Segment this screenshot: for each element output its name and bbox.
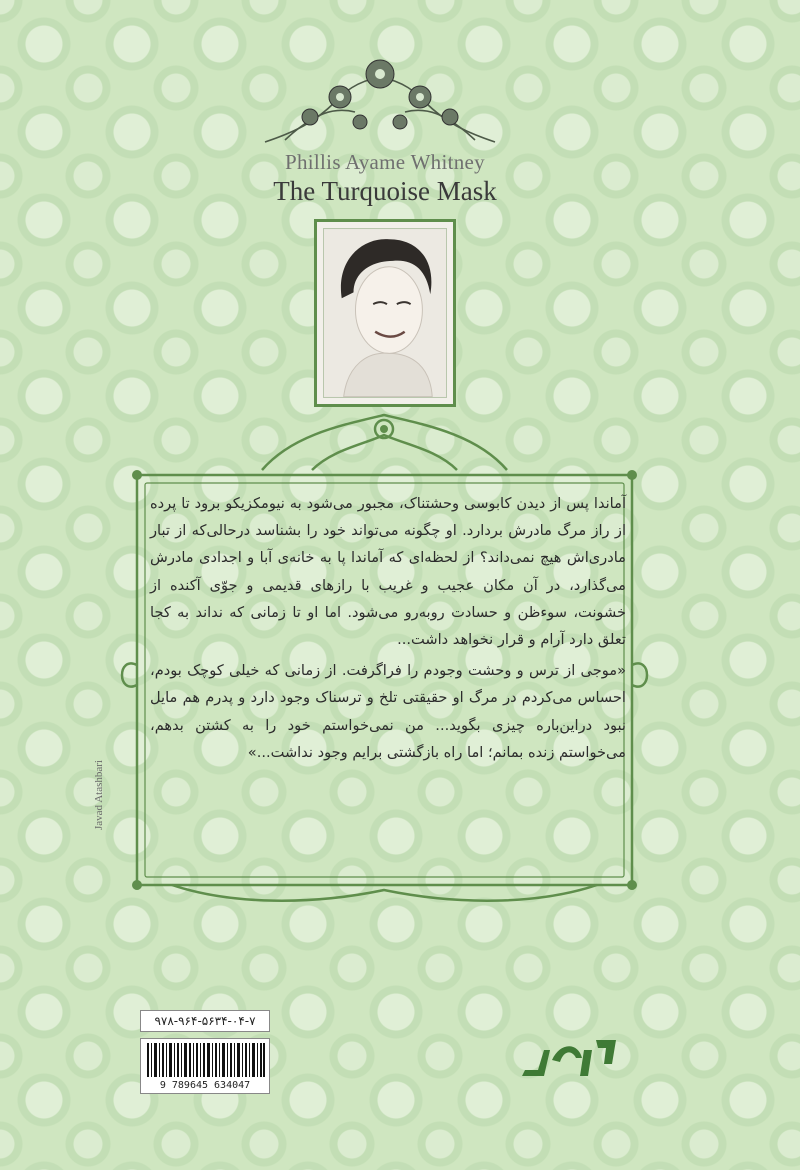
barcode — [140, 1038, 270, 1094]
publisher-logo — [520, 1020, 620, 1080]
author-photo — [323, 228, 447, 398]
blurb-text — [150, 490, 626, 870]
illustrator-credit: Javad Atashbari — [93, 760, 105, 830]
author-photo-frame — [314, 219, 456, 407]
author-name: Phillis Ayame Whitney — [285, 150, 485, 174]
blurb-quote: «موجی از ترس و وحشت وجودم را فراگرفت. از زمانی که خیلی کوچک بودم، احساس می‌کردم در مرگ او حقیقتی تلخ و ترسناک وجود دارد و پدرم هم مایل نبود دراین‌باره چیزی بگوید... من نمی‌خواستم خود را به کشتن بدهم، می‌خواستم زنده بمانم؛ اما راه بازگشتی برایم وجود نداشت...» — [150, 662, 626, 761]
portrait-image — [324, 229, 446, 397]
book-title: The Turquoise Mask — [273, 176, 497, 206]
barcode-number: 9 789645 634047 — [159, 1080, 251, 1091]
barcode-area — [140, 1010, 270, 1090]
isbn-label: ۹۷۸-۹۶۴-۵۶۳۴-۰۴-۷ — [140, 1010, 270, 1032]
floral-ornament — [255, 52, 505, 152]
barcode-bars — [147, 1043, 265, 1077]
blurb-paragraph: آماندا پس از دیدن کابوسی وحشتناک، مجبور می‌شود به نیومکزیکو برود تا پرده از راز مرگ مادرش بردارد. او چگونه می‌تواند خود را بشناسد درحالی‌که از تبار مادری‌اش هیچ نمی‌داند؟ از لحظه‌ای که آماندا پا به خانه‌ی آبا و اجدادی مادرش می‌گذارد، در آن مکان عجیب و غریب با رازهای قدیمی و جوّی آکنده از خشونت، سوءظن و حسادت روبه‌رو می‌شود. اما او تا زمانی که نداند به کجا تعلق دارد آرام و قرار نخواهد داشت... — [150, 495, 626, 649]
